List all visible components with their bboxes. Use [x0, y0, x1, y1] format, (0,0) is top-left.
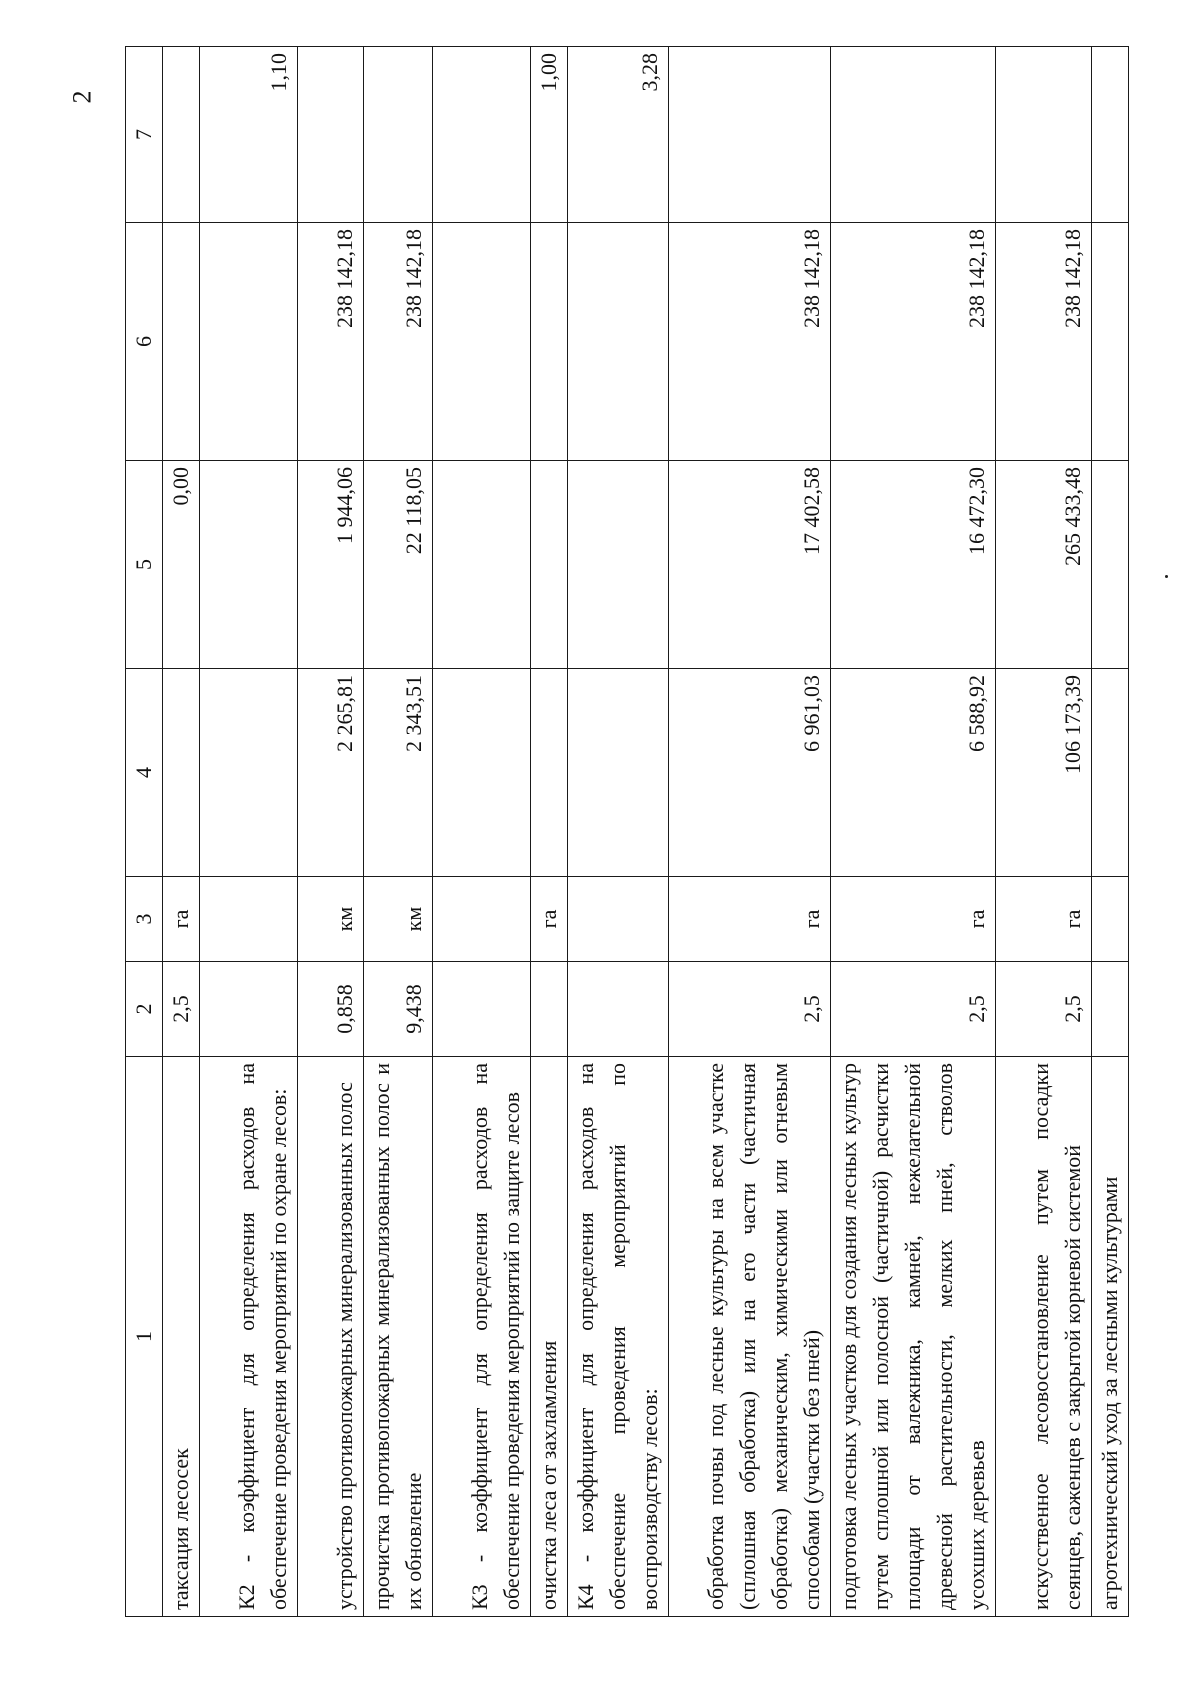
table-cell-col5 — [200, 461, 298, 669]
table-cell-col4 — [200, 669, 298, 877]
table-cell-col1: К2 - коэффициент для определения расходов на обеспечение проведения мероприятий по охране лесов: — [200, 1057, 298, 1617]
table-cell-col6: 238 142,18 — [298, 223, 364, 461]
table-cell-col7: 1,10 — [200, 47, 298, 223]
table-cell-col5 — [1092, 461, 1129, 669]
table-row — [1092, 47, 1129, 1617]
page-number: 2 — [67, 90, 97, 104]
table-cell-col1: искусственное лесовосстановление путем посадки сеянцев, саженцев с закрытой корневой системой — [996, 1057, 1092, 1617]
table-cell-col2 — [433, 962, 531, 1057]
table-cell-col2: 2,5 — [996, 962, 1092, 1057]
table-cell-col2: 2,5 — [669, 962, 831, 1057]
table-row — [364, 47, 433, 1617]
table-cell-col7: 3,28 — [568, 47, 669, 223]
table-row — [669, 47, 831, 1617]
table-row — [163, 47, 200, 1617]
table-cell-col7 — [996, 47, 1092, 223]
table-cell-col1: очистка леса от захламления — [531, 1057, 568, 1617]
table-cell-col5: 16 472,30 — [831, 461, 996, 669]
table-cell-col4: 2 265,81 — [298, 669, 364, 877]
table-cell-col7 — [298, 47, 364, 223]
header-cell: 7 — [126, 47, 163, 223]
table-cell-col1: К4 - коэффициент для определения расходов на обеспечение проведения мероприятий по воспроизводству лесов: — [568, 1057, 669, 1617]
table-cell-col1: агротехнический уход за лесными культурами — [1092, 1057, 1129, 1617]
table-row — [568, 47, 669, 1617]
table-cell-col6 — [433, 223, 531, 461]
table-cell-col3 — [200, 877, 298, 962]
table-row — [298, 47, 364, 1617]
table-cell-col5 — [433, 461, 531, 669]
table-cell-col6 — [1092, 223, 1129, 461]
header-cell: 1 — [126, 1057, 163, 1617]
table-cell-col2 — [568, 962, 669, 1057]
table-cell-col3 — [433, 877, 531, 962]
table-cell-col3: га — [669, 877, 831, 962]
table-cell-col1: подготовка лесных участков для создания лесных культур путем сплошной или полосной (частичной) расчистки площади от валежника, камней, нежелательной древесной растительности, мелких пней, стволов усохших деревьев — [831, 1057, 996, 1617]
table-cell-col6: 238 142,18 — [669, 223, 831, 461]
table-cell-col5: 265 433,48 — [996, 461, 1092, 669]
table-cell-col4: 6 588,92 — [831, 669, 996, 877]
table-cell-col2 — [531, 962, 568, 1057]
table-cell-col7 — [831, 47, 996, 223]
table-cell-col7 — [1092, 47, 1129, 223]
table-cell-col1: устройство противопожарных минерализованных полос — [298, 1057, 364, 1617]
table-cell-col7 — [163, 47, 200, 223]
table-cell-col5: 0,00 — [163, 461, 200, 669]
table-cell-col6 — [200, 223, 298, 461]
table-body — [126, 47, 1129, 1617]
table-cell-col3: га — [831, 877, 996, 962]
header-cell: 6 — [126, 223, 163, 461]
table-cell-col1: таксация лесосек — [163, 1057, 200, 1617]
table-cell-col1: прочистка противопожарных минерализованных полос и их обновление — [364, 1057, 433, 1617]
table-cell-col1: К3 - коэффициент для определения расходов на обеспечение проведения мероприятий по защите лесов — [433, 1057, 531, 1617]
header-cell: 4 — [126, 669, 163, 877]
table-cell-col3: га — [531, 877, 568, 962]
table-row — [531, 47, 568, 1617]
data-table — [125, 46, 1129, 1617]
table-cell-col4 — [163, 669, 200, 877]
table-cell-col3 — [568, 877, 669, 962]
table-row — [200, 47, 298, 1617]
table-cell-col3: км — [298, 877, 364, 962]
table-cell-col5: 22 118,05 — [364, 461, 433, 669]
table-cell-col1: обработка почвы под лесные культуры на всем участке (сплошная обработка) или на его части (частичная обработка) механическим, химическими или огневым способами (участки без пней) — [669, 1057, 831, 1617]
table-cell-col7 — [364, 47, 433, 223]
table-cell-col4 — [433, 669, 531, 877]
table-cell-col2: 2,5 — [831, 962, 996, 1057]
header-cell: 5 — [126, 461, 163, 669]
table-cell-col2: 2,5 — [163, 962, 200, 1057]
table-cell-col6 — [163, 223, 200, 461]
table-cell-col5: 1 944,06 — [298, 461, 364, 669]
table-cell-col2 — [1092, 962, 1129, 1057]
table-row — [996, 47, 1092, 1617]
table-cell-col4 — [568, 669, 669, 877]
header-cell: 2 — [126, 962, 163, 1057]
table-cell-col3: га — [163, 877, 200, 962]
table-cell-col6: 238 142,18 — [364, 223, 433, 461]
table-cell-col4: 106 173,39 — [996, 669, 1092, 877]
table-cell-col4 — [531, 669, 568, 877]
table-cell-col2: 0,858 — [298, 962, 364, 1057]
table-cell-col6: 238 142,18 — [831, 223, 996, 461]
table-cell-col7 — [433, 47, 531, 223]
table-row — [831, 47, 996, 1617]
table-cell-col3 — [1092, 877, 1129, 962]
table-cell-col4 — [1092, 669, 1129, 877]
table-cell-col2: 9,438 — [364, 962, 433, 1057]
table-cell-col3: км — [364, 877, 433, 962]
header-row — [126, 47, 163, 1617]
table-cell-col7 — [669, 47, 831, 223]
table-cell-col7: 1,00 — [531, 47, 568, 223]
table-cell-col6 — [568, 223, 669, 461]
table-cell-col2 — [200, 962, 298, 1057]
stray-mark — [1165, 575, 1168, 578]
table-cell-col3: га — [996, 877, 1092, 962]
table-cell-col6: 238 142,18 — [996, 223, 1092, 461]
table-cell-col5 — [531, 461, 568, 669]
table-cell-col5 — [568, 461, 669, 669]
table-cell-col6 — [531, 223, 568, 461]
table-row — [433, 47, 531, 1617]
header-cell: 3 — [126, 877, 163, 962]
table-cell-col4: 6 961,03 — [669, 669, 831, 877]
table-cell-col4: 2 343,51 — [364, 669, 433, 877]
table-cell-col5: 17 402,58 — [669, 461, 831, 669]
